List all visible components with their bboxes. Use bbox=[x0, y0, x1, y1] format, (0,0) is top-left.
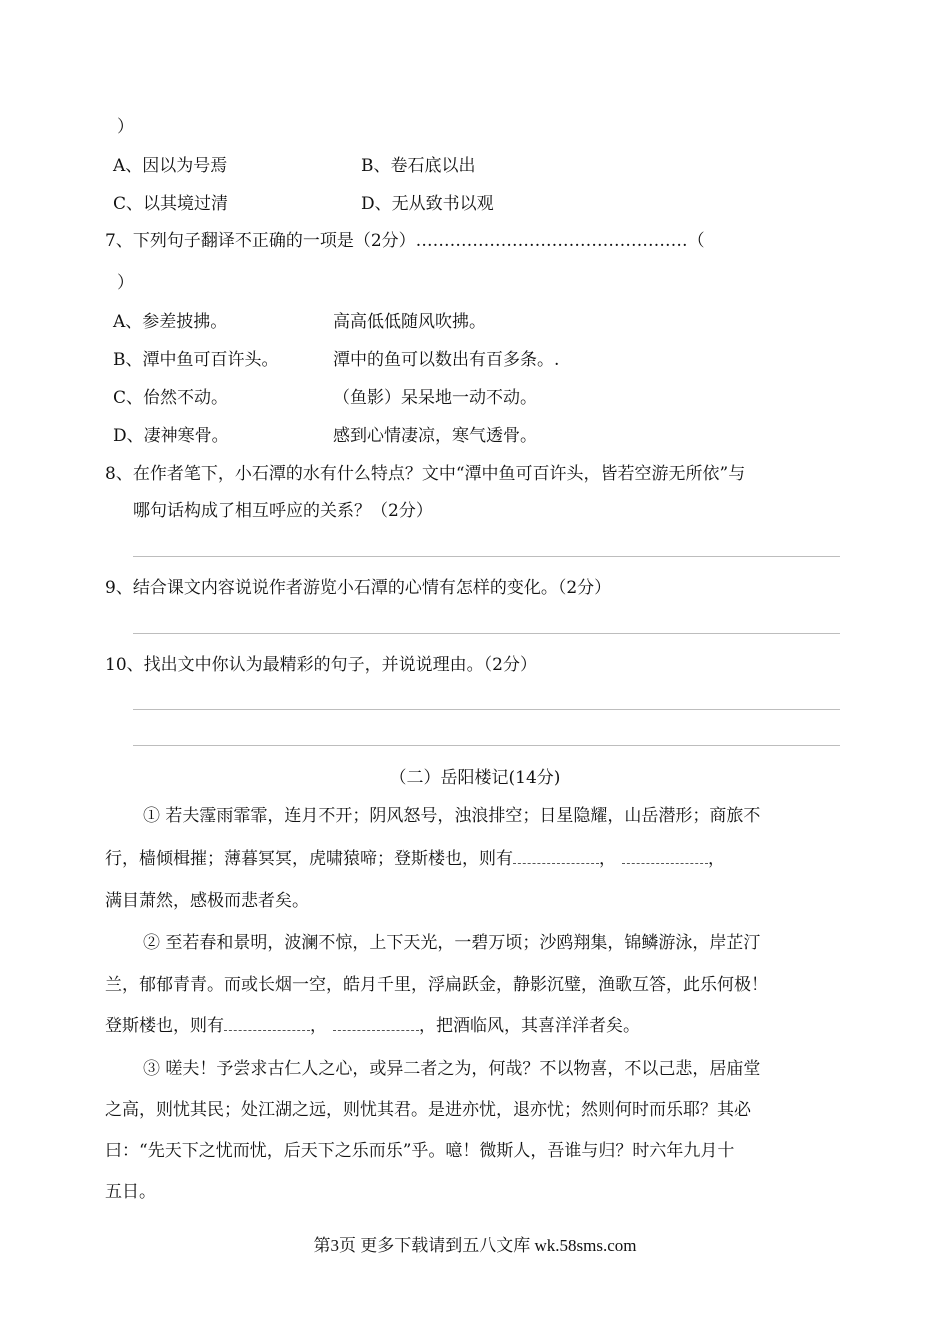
option-label: B、 bbox=[361, 156, 391, 176]
q10-answer-line-2[interactable] bbox=[133, 745, 840, 746]
q7-stem: 7、下列句子翻译不正确的一项是（2分）…………………………………………（ bbox=[105, 231, 705, 251]
p2-line3 bbox=[105, 1015, 640, 1037]
option-label: C、 bbox=[113, 388, 144, 408]
fill-blank[interactable] bbox=[333, 1015, 419, 1031]
q9-answer-line[interactable] bbox=[133, 633, 840, 634]
q7-option-c-translation: （鱼影）呆呆地一动不动。 bbox=[333, 388, 537, 408]
p2-line2: 兰，郁郁青青。而或长烟一空，皓月千里，浮扁跃金，静影沉璧，渔歌互答，此乐何极！ bbox=[105, 975, 768, 995]
q8-line1: 8、在作者笔下，小石潭的水有什么特点？文中“潭中鱼可百许头，皆若空游无所依”与 bbox=[105, 464, 746, 484]
q6-paren-close: ） bbox=[117, 117, 134, 137]
page-footer: 第3页 更多下载请到五八文库 wk.58sms.com bbox=[313, 1236, 637, 1255]
q6-option-a[interactable] bbox=[113, 155, 227, 177]
q8-line2: 哪句话构成了相互呼应的关系？（2分） bbox=[133, 501, 433, 521]
option-label: B、 bbox=[113, 350, 143, 370]
q7-option-b[interactable] bbox=[113, 349, 279, 371]
q7-option-a[interactable] bbox=[113, 311, 227, 333]
q7-option-a-translation: 高高低低随风吹拂。 bbox=[333, 312, 486, 332]
p1-line2-text: 行，樯倾楫摧；薄暮冥冥，虎啸猿啼；登斯楼也，则有 bbox=[105, 849, 513, 869]
q7-option-d[interactable] bbox=[113, 425, 229, 447]
option-label: A、 bbox=[113, 156, 143, 176]
q6-option-b[interactable] bbox=[361, 155, 476, 177]
q10-answer-line-1[interactable] bbox=[133, 709, 840, 710]
q7-option-b-translation: 潭中的鱼可以数出有百多条。. bbox=[333, 350, 560, 370]
p3-line3: 曰：“先天下之忧而忧，后天下之乐而乐”乎。噫！微斯人，吾谁与归？时六年九月十 bbox=[105, 1141, 735, 1161]
p1-line1: ① 若夫霪雨霏霏，连月不开；阴风怒号，浊浪排空；日星隐耀，山岳潜形；商旅不 bbox=[143, 806, 761, 826]
q6-option-c[interactable] bbox=[113, 193, 228, 215]
option-source: 参差披拂。 bbox=[142, 312, 228, 332]
option-label: C、 bbox=[113, 194, 144, 214]
option-text: 因以为号焉 bbox=[142, 156, 228, 176]
option-label: D、 bbox=[113, 426, 144, 446]
blank-separator: ， bbox=[599, 849, 616, 869]
p3-line1: ③ 嗟夫！予尝求古仁人之心，或异二者之为，何哉？不以物喜，不以己悲，居庙堂 bbox=[143, 1059, 761, 1079]
fill-blank[interactable] bbox=[224, 1015, 310, 1031]
p2-line1: ② 至若春和景明，波澜不惊，上下天光，一碧万顷；沙鸥翔集，锦鳞游泳，岸芷汀 bbox=[143, 933, 761, 953]
blank-separator: ， bbox=[310, 1016, 327, 1036]
p3-line2: 之高，则忧其民；处江湖之远，则忧其君。是进亦忧，退亦忧；然则何时而乐耶？其必 bbox=[105, 1100, 751, 1120]
option-text: 以其境过清 bbox=[143, 194, 229, 214]
p1-line2 bbox=[105, 848, 725, 870]
fill-blank[interactable] bbox=[513, 848, 599, 864]
q7-paren-close: ） bbox=[117, 273, 134, 293]
fill-blank[interactable] bbox=[622, 848, 708, 864]
q8-answer-line[interactable] bbox=[133, 556, 840, 557]
section-title: （二）岳阳楼记(14分) bbox=[389, 768, 561, 788]
q10-text: 10、找出文中你认为最精彩的句子，并说说理由。（2分） bbox=[105, 655, 537, 675]
option-label: D、 bbox=[361, 194, 392, 214]
option-source: 佁然不动。 bbox=[143, 388, 229, 408]
option-text: 卷石底以出 bbox=[390, 156, 476, 176]
p2-line3-end: ，把酒临风，其喜洋洋者矣。 bbox=[419, 1016, 640, 1036]
option-text: 无从致书以观 bbox=[391, 194, 494, 214]
q7-option-c[interactable] bbox=[113, 387, 228, 409]
p2-line3-text: 登斯楼也，则有 bbox=[105, 1016, 224, 1036]
p3-line4: 五日。 bbox=[105, 1182, 156, 1202]
blank-separator: ， bbox=[708, 849, 725, 869]
option-source: 凄神寒骨。 bbox=[143, 426, 229, 446]
q9-text: 9、结合课文内容说说作者游览小石潭的心情有怎样的变化。（2分） bbox=[105, 578, 612, 598]
p1-line3: 满目萧然，感极而悲者矣。 bbox=[105, 891, 309, 911]
q6-option-d[interactable] bbox=[361, 193, 494, 215]
q7-option-d-translation: 感到心情凄凉，寒气透骨。 bbox=[333, 426, 537, 446]
option-label: A、 bbox=[113, 312, 143, 332]
option-source: 潭中鱼可百许头。 bbox=[142, 350, 279, 370]
